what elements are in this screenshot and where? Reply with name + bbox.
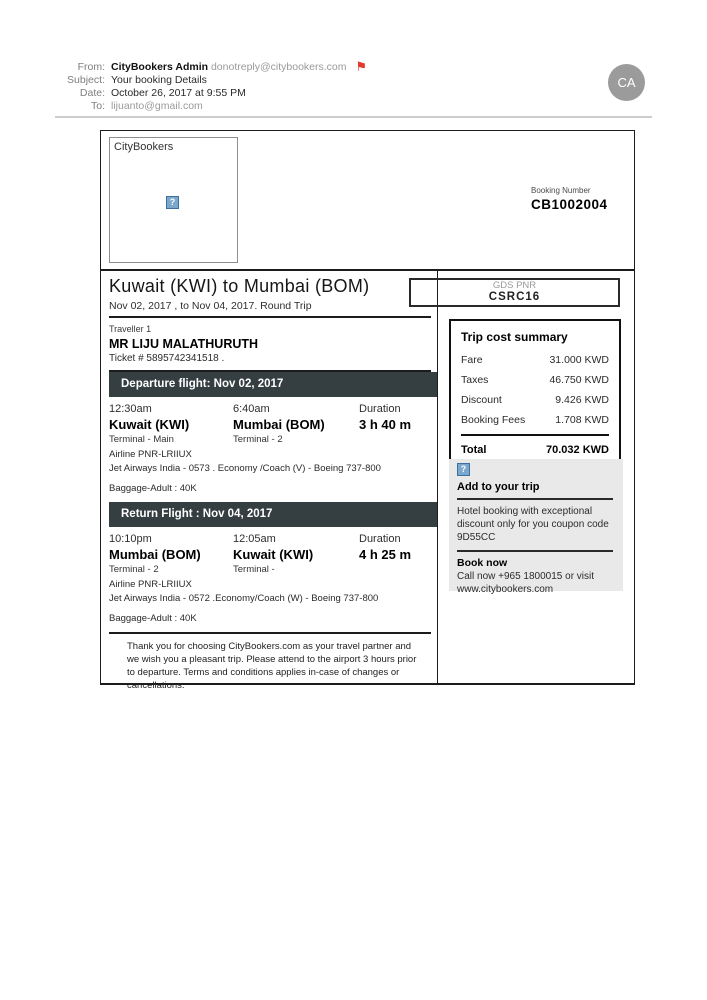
- return-destination: [233, 533, 359, 575]
- departure-time: 12:30am: [109, 403, 152, 415]
- cost-row-discount: [461, 394, 609, 406]
- return-origin: [109, 533, 233, 575]
- email-date-row: [55, 87, 595, 100]
- gds-pnr-box: [409, 278, 620, 307]
- cost-value: 9.426 KWD: [555, 394, 609, 406]
- logo-box: [109, 137, 238, 263]
- itinerary-column: [101, 271, 438, 692]
- broken-image-icon: ?: [457, 463, 470, 476]
- cost-row-taxes: [461, 374, 609, 386]
- departure-terminal: Terminal - Main: [109, 434, 174, 445]
- departure-terminal: Terminal - 2: [109, 564, 159, 575]
- email-header: [55, 61, 595, 113]
- cost-label: Discount: [461, 394, 502, 406]
- book-now-contact[interactable]: Call now +965 1800015 or visit www.citybookers.com: [457, 571, 595, 595]
- book-now-label: Book now: [457, 557, 508, 569]
- route-header: [101, 271, 437, 316]
- return-duration: [359, 533, 437, 575]
- return-flight-row: [101, 527, 437, 575]
- arrival-city: Kuwait (KWI): [233, 547, 314, 562]
- departure-city: Kuwait (KWI): [109, 417, 190, 432]
- email-from-row: [55, 61, 595, 74]
- total-label: Total: [461, 444, 487, 456]
- departure-duration: [359, 403, 437, 445]
- hotel-offer-text: Hotel booking with exceptional discount only for you coupon code 9D55CC: [457, 500, 613, 552]
- booking-number-label: Booking Number: [531, 186, 591, 195]
- departure-destination: [233, 403, 359, 445]
- booking-number-block: [531, 186, 627, 212]
- from-label: From:: [77, 61, 105, 73]
- arrival-time: 12:05am: [233, 533, 276, 545]
- flight-details: Jet Airways India - 0573 . Economy /Coach (V) - Boeing 737-800: [109, 463, 381, 474]
- duration-label: Duration: [359, 403, 401, 415]
- add-to-trip-title: Add to your trip: [457, 481, 613, 500]
- cost-row-fare: [461, 354, 609, 366]
- cost-value: 31.000 KWD: [549, 354, 609, 366]
- subject-value: Your booking Details: [111, 74, 207, 86]
- cost-value: 46.750 KWD: [549, 374, 609, 386]
- duration-value: 4 h 25 m: [359, 547, 412, 562]
- airline-pnr: Airline PNR-LRIIUX: [109, 579, 192, 590]
- flag-icon[interactable]: ⚑: [355, 59, 368, 75]
- route-title: Kuwait (KWI) to Mumbai (BOM): [109, 276, 370, 296]
- cost-summary-title: Trip cost summary: [461, 330, 568, 344]
- arrival-terminal: Terminal -: [233, 564, 275, 575]
- cost-row-booking-fees: [461, 414, 609, 426]
- flight-details: Jet Airways India - 0572 .Economy/Coach (W) - Boeing 737-800: [109, 593, 379, 604]
- gds-pnr-value: CSRC16: [488, 291, 541, 303]
- airline-pnr: Airline PNR-LRIIUX: [109, 449, 192, 460]
- departure-city: Mumbai (BOM): [109, 547, 201, 562]
- duration-value: 3 h 40 m: [359, 417, 412, 432]
- recipient-email-address: lijuanto@gmail.com: [111, 100, 203, 112]
- booking-document: [100, 130, 635, 692]
- departure-flight-header: Departure flight: Nov 02, 2017: [109, 372, 437, 397]
- return-flight-header: Return Flight : Nov 04, 2017: [109, 502, 437, 527]
- route-subtitle: Nov 02, 2017 , to Nov 04, 2017. Round Trip: [109, 300, 312, 312]
- departure-origin: [109, 403, 233, 445]
- header-divider: [55, 116, 652, 118]
- email-to-row: [55, 100, 595, 113]
- traveller-label: Traveller 1: [109, 324, 152, 334]
- date-label: Date:: [79, 87, 105, 99]
- booking-number-value: CB1002004: [531, 197, 608, 212]
- departure-flight-row: [101, 397, 437, 445]
- traveller-block: [101, 318, 437, 370]
- total-value: 70.032 KWD: [546, 444, 609, 456]
- cost-label: Fare: [461, 354, 483, 366]
- gds-pnr-label: GDS PNR: [492, 280, 537, 291]
- footer-note: Thank you for choosing CityBookers.com as your travel partner and we wish you a pleasant trip. Please attend to the airport 3 hours prior to departure. Terms and conditions applies in-case of changes or cancellations.: [127, 641, 417, 692]
- cost-label: Booking Fees: [461, 414, 526, 426]
- broken-image-icon: ?: [166, 196, 179, 209]
- baggage-info: Baggage-Adult : 40K: [109, 483, 197, 494]
- cost-label: Taxes: [461, 374, 489, 386]
- add-to-trip-panel: [449, 459, 623, 595]
- arrival-terminal: Terminal - 2: [233, 434, 283, 445]
- subject-label: Subject:: [67, 74, 105, 86]
- arrival-city: Mumbai (BOM): [233, 417, 325, 432]
- trip-cost-summary: [449, 319, 621, 470]
- duration-label: Duration: [359, 533, 401, 545]
- sender-name: CityBookers Admin: [111, 61, 209, 73]
- arrival-time: 6:40am: [233, 403, 270, 415]
- date-value: October 26, 2017 at 9:55 PM: [111, 87, 246, 99]
- logo-text: CityBookers: [114, 141, 174, 153]
- from-value: [111, 61, 367, 74]
- departure-time: 10:10pm: [109, 533, 152, 545]
- ticket-number: Ticket # 5895742341518 .: [109, 353, 225, 364]
- cost-total-row: [461, 434, 609, 456]
- avatar[interactable]: CA: [608, 64, 645, 101]
- baggage-info: Baggage-Adult : 40K: [109, 613, 197, 624]
- email-subject-row: [55, 74, 595, 87]
- to-label: To:: [90, 100, 105, 112]
- sender-email-address[interactable]: donotreply@citybookers.com: [210, 61, 347, 73]
- cost-value: 1.708 KWD: [555, 414, 609, 426]
- traveller-name: MR LIJU MALATHURUTH: [109, 337, 259, 351]
